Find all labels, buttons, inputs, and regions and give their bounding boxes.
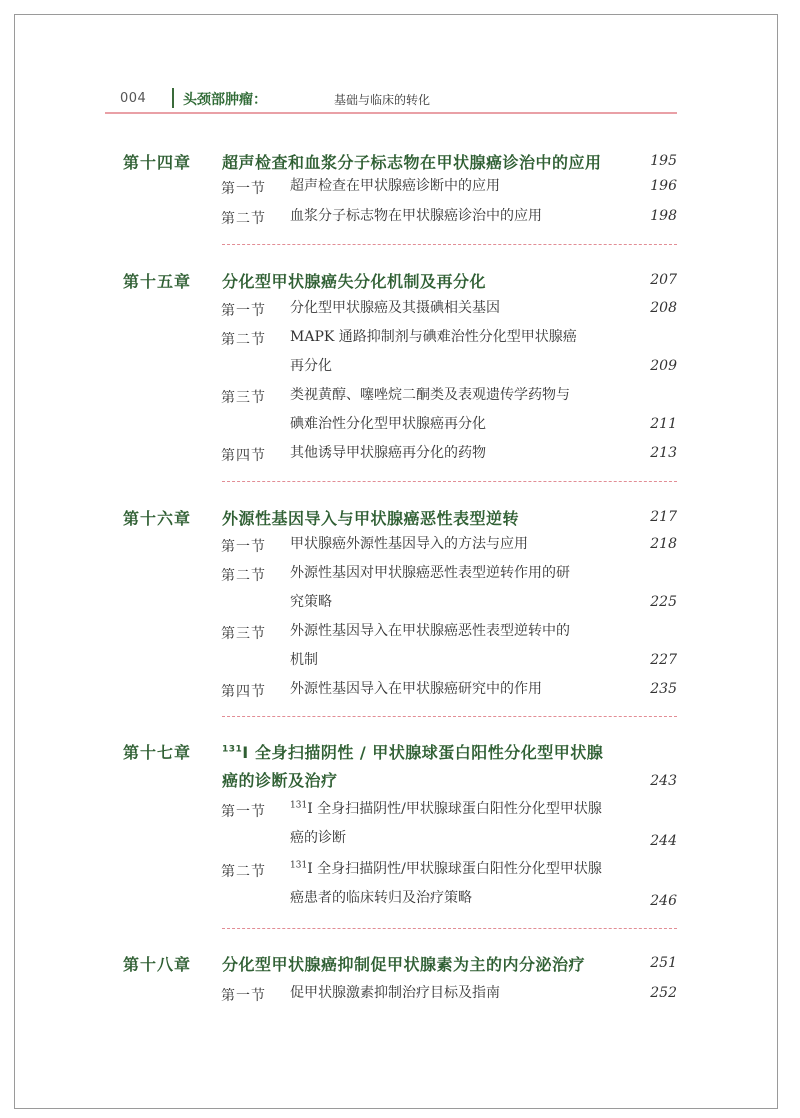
section-title[interactable]: 外源性基因对甲状腺癌恶性表型逆转作用的研 <box>290 565 570 581</box>
header-rule <box>105 112 677 114</box>
isotope-superscript: 131 <box>290 800 308 811</box>
section-title[interactable]: 促甲状腺激素抑制治疗目标及指南 <box>290 985 500 1001</box>
chapter-title-line: I 全身扫描阴性 / 甲状腺球蛋白阳性分化型甲状腺 <box>242 743 604 762</box>
section-title-continued[interactable]: 癌的诊断 <box>290 830 346 846</box>
chapter-title-continued[interactable]: 癌的诊断及治疗 <box>222 771 338 790</box>
chapter-title[interactable] <box>222 739 652 767</box>
chapter-label: 第十四章 <box>123 153 192 172</box>
section-label: 第二节 <box>221 211 266 227</box>
section-title[interactable] <box>290 795 640 824</box>
section-label: 第三节 <box>221 626 266 642</box>
section-title-line: I 全身扫描阴性/甲状腺球蛋白阳性分化型甲状腺 <box>307 801 602 817</box>
section-title[interactable]: MAPK 通路抑制剂与碘难治性分化型甲状腺癌 <box>290 329 577 345</box>
isotope-superscript: 131 <box>290 860 308 871</box>
section-page: 225 <box>650 594 677 610</box>
section-label: 第四节 <box>221 448 266 464</box>
toc-chapter[interactable] <box>123 265 677 295</box>
section-page: 208 <box>650 300 677 316</box>
section-label: 第一节 <box>221 804 266 820</box>
section-title-continued[interactable]: 碘难治性分化型甲状腺癌再分化 <box>290 416 486 432</box>
toc-chapter[interactable] <box>123 736 677 796</box>
chapter-page: 243 <box>650 773 677 789</box>
section-label: 第四节 <box>221 684 266 700</box>
section-title-continued[interactable]: 癌患者的临床转归及治疗策略 <box>290 890 472 906</box>
section-page: 198 <box>650 208 677 224</box>
section-label: 第二节 <box>221 332 266 348</box>
section-page: 213 <box>650 445 677 461</box>
section-title[interactable]: 外源性基因导入在甲状腺癌恶性表型逆转中的 <box>290 623 570 639</box>
section-label: 第三节 <box>221 390 266 406</box>
chapter-title[interactable]: 外源性基因导入与甲状腺癌恶性表型逆转 <box>222 509 520 528</box>
section-label: 第一节 <box>221 303 266 319</box>
chapter-label: 第十五章 <box>123 272 192 291</box>
section-label: 第二节 <box>221 864 266 880</box>
chapter-label: 第十六章 <box>123 509 192 528</box>
section-page: 196 <box>650 178 677 194</box>
section-title[interactable] <box>290 855 640 884</box>
section-title-continued[interactable]: 再分化 <box>290 358 332 374</box>
chapter-page: 207 <box>650 272 677 288</box>
section-title-continued[interactable]: 究策略 <box>290 594 332 610</box>
chapter-divider <box>222 928 677 929</box>
chapter-title[interactable]: 分化型甲状腺癌失分化机制及再分化 <box>222 272 487 291</box>
section-page: 209 <box>650 358 677 374</box>
isotope-superscript: 131 <box>222 744 243 755</box>
chapter-title[interactable]: 分化型甲状腺癌抑制促甲状腺素为主的内分泌治疗 <box>222 955 586 974</box>
section-title-continued[interactable]: 机制 <box>290 652 318 668</box>
chapter-divider <box>222 716 677 717</box>
chapter-label: 第十八章 <box>123 955 192 974</box>
section-title[interactable]: 分化型甲状腺癌及其摄碘相关基因 <box>290 300 500 316</box>
section-page: 218 <box>650 536 677 552</box>
chapter-page: 195 <box>650 153 677 169</box>
chapter-divider <box>222 244 677 245</box>
section-page: 235 <box>650 681 677 697</box>
book-subtitle: 基础与临床的转化 <box>334 93 431 107</box>
section-title-line: I 全身扫描阴性/甲状腺球蛋白阳性分化型甲状腺 <box>307 861 602 877</box>
toc-chapter[interactable] <box>123 948 677 978</box>
section-title[interactable]: 甲状腺癌外源性基因导入的方法与应用 <box>290 536 528 552</box>
chapter-page: 251 <box>650 955 677 971</box>
header-divider <box>172 88 174 108</box>
section-title[interactable]: 外源性基因导入在甲状腺癌研究中的作用 <box>290 681 542 697</box>
section-label: 第一节 <box>221 988 266 1004</box>
chapter-title[interactable]: 超声检查和血浆分子标志物在甲状腺癌诊治中的应用 <box>222 153 602 172</box>
chapter-page: 217 <box>650 509 677 525</box>
chapter-divider <box>222 481 677 482</box>
section-page: 252 <box>650 985 677 1001</box>
section-label: 第二节 <box>221 568 266 584</box>
section-label: 第一节 <box>221 539 266 555</box>
chapter-label: 第十七章 <box>123 743 192 762</box>
section-page: 227 <box>650 652 677 668</box>
page-number: 004 <box>120 91 147 106</box>
section-title[interactable]: 类视黄醇、噻唑烷二酮类及表观遗传学药物与 <box>290 387 570 403</box>
section-page: 211 <box>650 416 677 432</box>
section-title[interactable]: 超声检查在甲状腺癌诊断中的应用 <box>290 178 500 194</box>
section-title[interactable]: 血浆分子标志物在甲状腺癌诊治中的应用 <box>290 208 542 224</box>
section-label: 第一节 <box>221 181 266 197</box>
section-title[interactable]: 其他诱导甲状腺癌再分化的药物 <box>290 445 486 461</box>
toc-chapter[interactable] <box>123 502 677 532</box>
running-header <box>120 88 676 110</box>
section-page: 246 <box>650 893 677 909</box>
section-page: 244 <box>650 833 677 849</box>
book-title: 头颈部肿瘤： <box>183 92 267 108</box>
